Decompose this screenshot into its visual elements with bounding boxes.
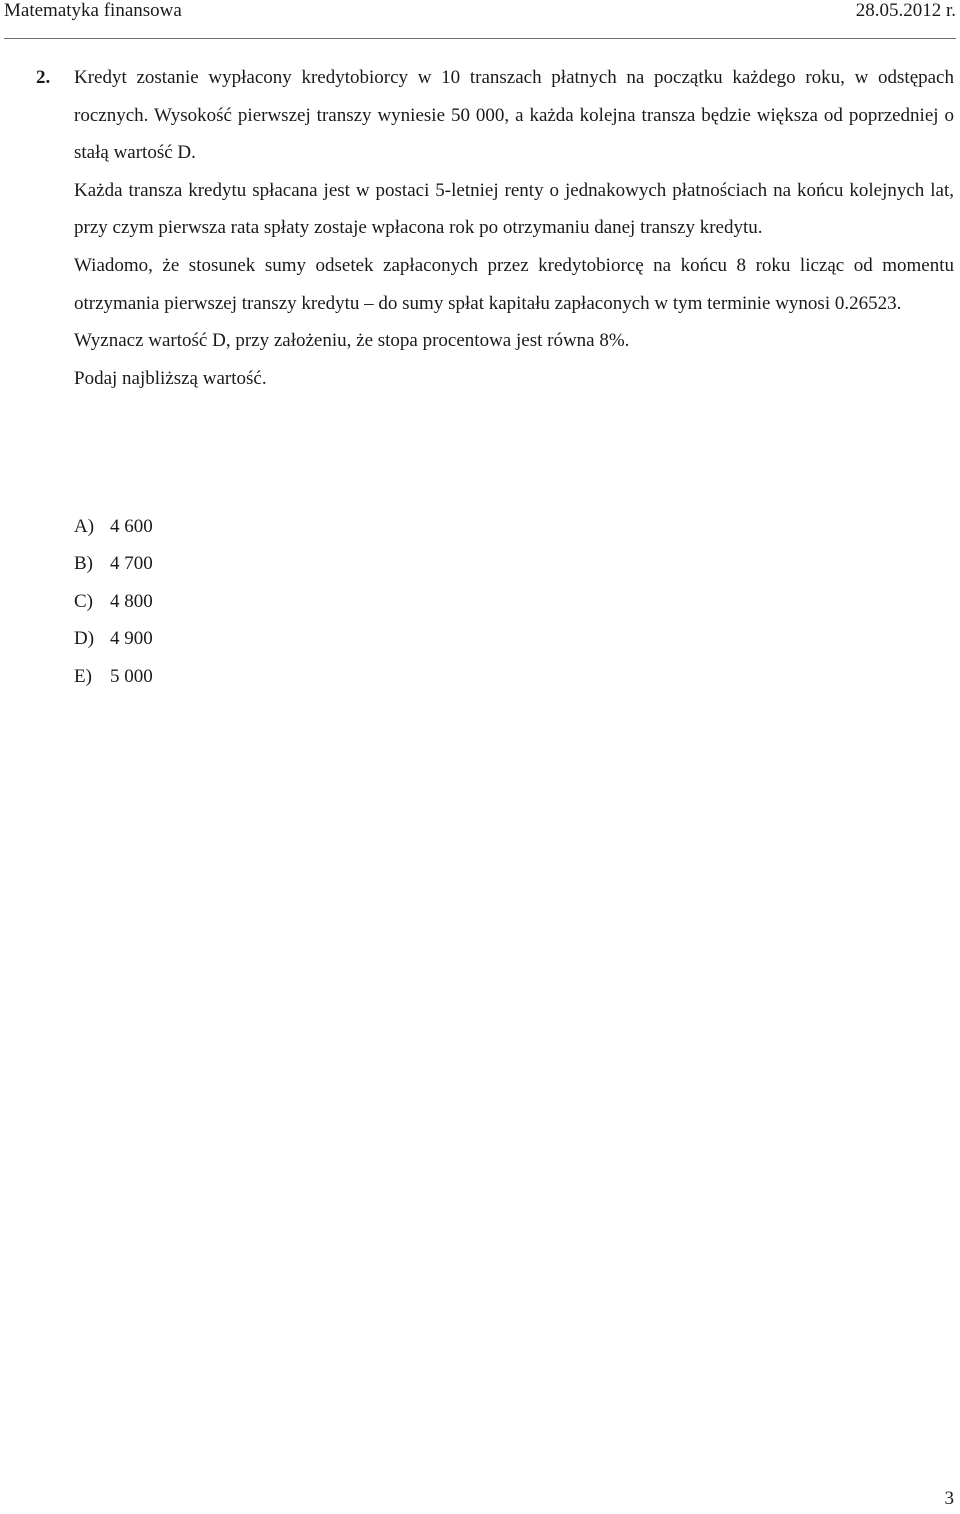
answer-letter: B) [74, 553, 93, 575]
problem-paragraph-2: Każda transza kredytu spłacana jest w postaci 5-letniej renty o jednakowych płatnościach na końcu kolejnych lat, przy czym pierwsza rata spłaty zostaje wpłacona rok po otrzymaniu danej transzy kredytu. [74, 179, 954, 239]
problem-paragraph-5: Podaj najbliższą wartość. [74, 367, 267, 389]
problem-paragraph-4: Wyznacz wartość D, przy założeniu, że stopa procentowa jest równa 8%. [74, 330, 630, 352]
answer-option-a [74, 508, 153, 545]
answer-option-b [74, 545, 153, 582]
problem-paragraph-1: Kredyt zostanie wypłacony kredytobiorcy w 10 transzach płatnych na początku każdego roku, w odstępach rocznych. Wysokość pierwszej transzy wyniesie 50 000, a każda kolejna transza będzie większa od poprzedniej o stałą wartość D. [74, 67, 954, 164]
document-date: 28.05.2012 r. [855, 0, 956, 21]
page-header [4, 0, 956, 39]
answer-value: 4 600 [110, 516, 153, 537]
document-title: Matematyka finansowa [4, 0, 182, 21]
answer-letter: A) [74, 516, 95, 537]
answer-letter: E) [74, 665, 92, 687]
answer-option-d [74, 620, 153, 657]
answer-letter: D) [74, 628, 95, 650]
answer-option-e [74, 658, 153, 695]
problem-body [74, 59, 954, 397]
answer-value: 5 000 [110, 665, 153, 687]
answer-option-c [74, 583, 153, 620]
problem-paragraph-3: Wiadomo, że stosunek sumy odsetek zapłaconych przez kredytobiorcę na końcu 8 roku licząc od momentu otrzymania pierwszej transzy kredytu – do sumy spłat kapitału zapłaconych w tym terminie wynosi 0.26523. [74, 254, 954, 314]
answer-value: 4 700 [110, 553, 153, 575]
answer-letter: C) [74, 590, 93, 612]
answer-value: 4 800 [110, 590, 153, 612]
answer-options [74, 508, 153, 695]
problem-number: 2. [36, 67, 51, 88]
answer-value: 4 900 [110, 628, 153, 650]
page-number: 3 [944, 1488, 954, 1509]
